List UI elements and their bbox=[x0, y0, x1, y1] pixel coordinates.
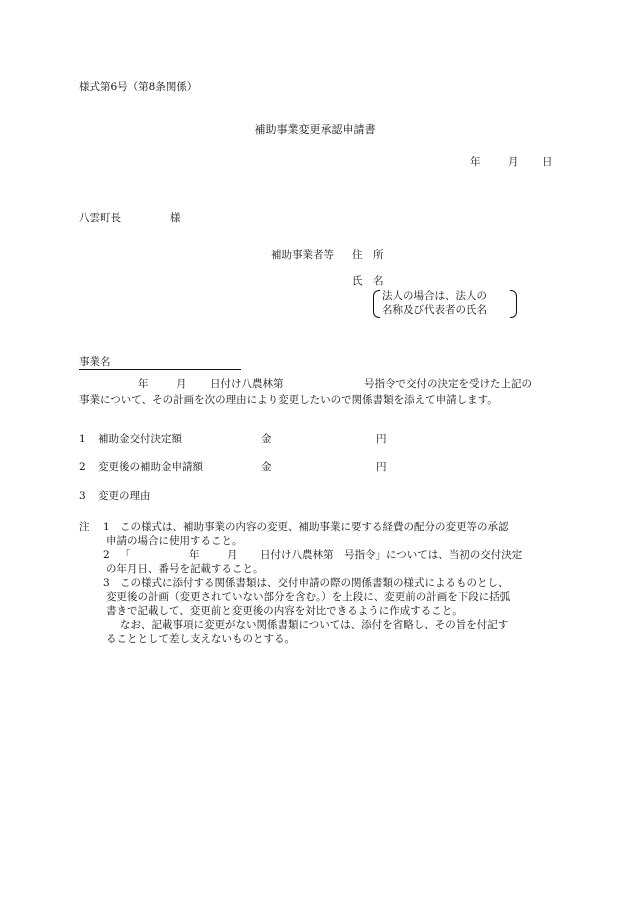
item-2-yen: 円 bbox=[376, 461, 387, 473]
body-line2: 事業について、その計画を次の理由により変更したいので関係書類を添えて申請します。 bbox=[79, 394, 498, 406]
body-year: 年 bbox=[138, 378, 149, 390]
corp-note-bracket-right bbox=[510, 290, 517, 318]
note-3-line2: 変更後の計画（変更されていない部分を含む。）を上段に、変更前の計画を下段に括弧 bbox=[106, 591, 511, 603]
item-1-number: 1 bbox=[79, 433, 86, 445]
date-month-label: 月 bbox=[508, 156, 519, 168]
address-label: 住 所 bbox=[352, 249, 384, 261]
applicant-label: 補助事業者等 bbox=[271, 249, 334, 261]
item-1-kin: 金 bbox=[261, 433, 272, 445]
item-3-number: 3 bbox=[79, 490, 86, 502]
note-1-number: 1 bbox=[103, 521, 110, 533]
name-label: 氏 名 bbox=[352, 275, 384, 287]
project-name-label: 事業名 bbox=[79, 356, 111, 368]
item-3-label: 変更の理由 bbox=[98, 490, 151, 502]
item-2-kin: 金 bbox=[261, 461, 272, 473]
body-line1-rest: 号指令で交付の決定を受けた上記の bbox=[364, 378, 532, 390]
document-title: 補助事業変更承認申請書 bbox=[254, 123, 376, 136]
corp-note-line1: 法人の場合は、法人の bbox=[382, 290, 487, 302]
note-3-line3: 書きで記載して、変更前と変更後の内容を対比できるように作成すること。 bbox=[106, 605, 463, 617]
addressee-name: 八雲町長 bbox=[79, 212, 121, 224]
addressee-honorific: 様 bbox=[170, 212, 181, 224]
note-2-year: 年 bbox=[189, 549, 200, 561]
note-3-number: 3 bbox=[103, 577, 110, 589]
corp-note-bracket-left bbox=[373, 290, 380, 318]
project-name-underline bbox=[79, 369, 241, 370]
form-number-label: 様式第6号（第8条関係） bbox=[79, 81, 198, 93]
note-1-line1: この様式は、補助事業の内容の変更、補助事業に要する経費の配分の変更等の承認 bbox=[120, 521, 509, 533]
note-2-month: 月 bbox=[227, 549, 238, 561]
body-dated: 日付け八農林第 bbox=[210, 378, 284, 390]
corp-note-line2: 名称及び代表者の氏名 bbox=[382, 304, 487, 316]
item-2-label: 変更後の補助金申請額 bbox=[98, 461, 203, 473]
note-1-line2: 申請の場合に使用すること。 bbox=[106, 535, 243, 547]
note-3-line4: なお、記載事項に変更がない関係書類については、添付を省略し、その旨を付記す bbox=[120, 619, 509, 631]
date-day-label: 日 bbox=[542, 156, 553, 168]
note-3-line5: ることとして差し支えないものとする。 bbox=[106, 633, 295, 645]
date-year-label: 年 bbox=[470, 156, 481, 168]
note-2-line2: の年月日、番号を記載すること。 bbox=[106, 563, 264, 575]
note-2-number: 2 bbox=[103, 549, 110, 561]
note-2-rest: 日付け八農林第 号指令」については、当初の交付決定 bbox=[260, 549, 523, 561]
notes-prefix: 注 bbox=[79, 521, 90, 533]
item-1-label: 補助金交付決定額 bbox=[98, 433, 182, 445]
note-3-line1: この様式に添付する関係書類は、交付申請の際の関係書類の様式によるものとし、 bbox=[120, 577, 509, 589]
item-1-yen: 円 bbox=[376, 433, 387, 445]
note-2-open-bracket: 「 bbox=[120, 549, 131, 561]
item-2-number: 2 bbox=[79, 461, 86, 473]
body-month: 月 bbox=[176, 378, 187, 390]
